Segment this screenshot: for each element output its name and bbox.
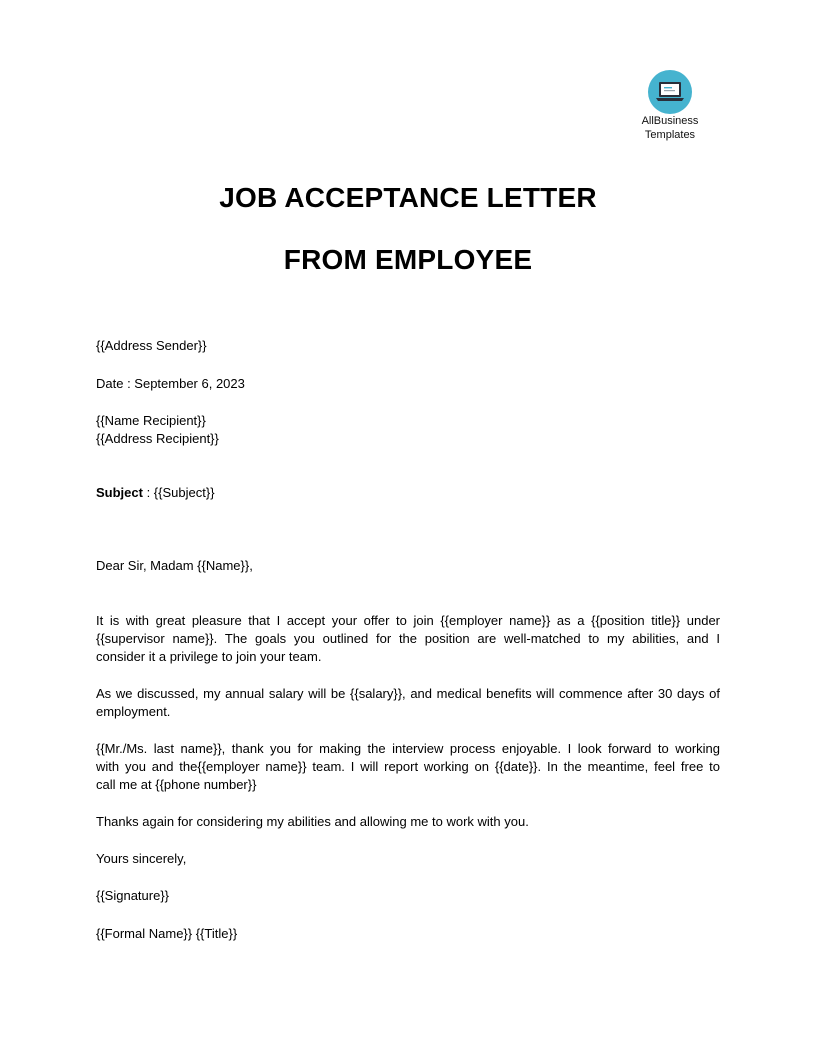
logo-text-line1: AllBusiness [641,115,699,127]
closing: Yours sincerely, [96,851,187,866]
salutation: Dear Sir, Madam {{Name}}, [96,558,253,573]
subject-value: : {{Subject}} [142,485,215,500]
subject-line [96,484,215,502]
document-title-line2: FROM EMPLOYEE [283,244,533,275]
date-line: Date : September 6, 2023 [96,376,245,391]
paragraph-line: employment. [96,704,171,719]
paragraph-line: consider it a privilege to join your team. [96,649,322,664]
subject-label: Subject [96,485,143,500]
recipient-name: {{Name Recipient}} [96,413,206,428]
sender-address: {{Address Sender}} [96,338,207,353]
logo-text-line2: Templates [644,129,696,141]
document-title-line1: JOB ACCEPTANCE LETTER [219,182,597,213]
paragraph-line: {{Mr./Ms. last name}}, thank you for making the interview process enjoyable. I look forward to working [96,741,720,756]
paragraph-closing-thanks: Thanks again for considering my abilities and allowing me to work with you. [96,814,529,829]
recipient-address: {{Address Recipient}} [96,431,219,446]
paragraph-thanks-interview [96,740,720,794]
paragraph-line: with you and the{{employer name}} team. I will report working on {{date}}. In the meantime, feel free to [96,759,720,774]
logo-circle [648,70,692,114]
paragraph-salary [96,685,720,721]
paragraph-acceptance [96,612,720,666]
paragraph-line: As we discussed, my annual salary will be {{salary}}, and medical benefits will commence after 30 days of [96,686,720,701]
allbusiness-logo [628,70,712,142]
laptop-icon [655,79,685,105]
formal-name-title: {{Formal Name}} {{Title}} [96,926,238,941]
paragraph-line: call me at {{phone number}} [96,777,257,792]
paragraph-line: It is with great pleasure that I accept your offer to join {{employer name}} as a {{position title}} under [96,613,720,628]
signature-placeholder: {{Signature}} [96,888,170,903]
paragraph-line: {{supervisor name}}. The goals you outlined for the position are well-matched to my abilities, and I [96,631,720,646]
